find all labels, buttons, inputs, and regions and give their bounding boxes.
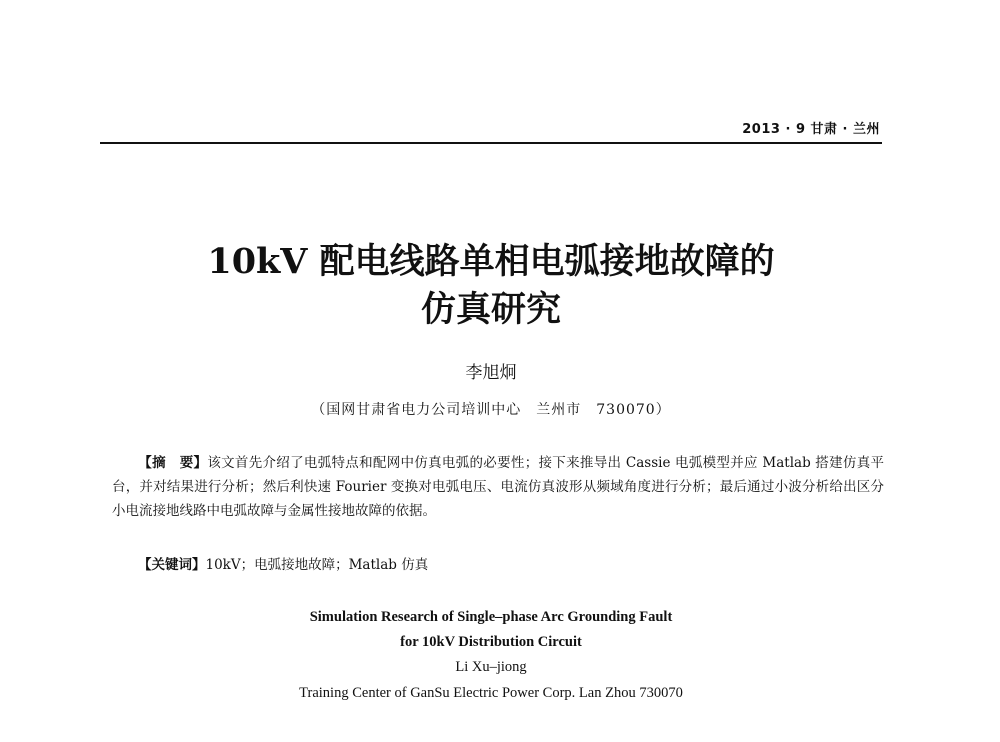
paper-title-line1: 10kV 配电线路单相电弧接地故障的 [207, 241, 775, 282]
author-name: 李旭炯 [465, 363, 517, 383]
english-title-line1: Simulation Research of Single–phase Arc Grounding Fault [309, 609, 673, 625]
english-title-line2: for 10kV Distribution Circuit [400, 634, 582, 650]
keywords-label: 【关键词】 [138, 557, 206, 573]
abstract-text: 该文首先介绍了电弧特点和配网中仿真电弧的必要性；接下来推导出 Cassie 电弧模型并应 Matlab 搭建仿真平台，并对结果进行分析；然后利快速 Fourier 变换对电弧电压、电流仿真波形从频域角度进行分析；最后通过小波分析给出区分小电流接地线路中电弧故障与金属性接地故障的依据。 [112, 455, 885, 519]
abstract [112, 451, 884, 523]
abstract-label: 【摘 要】 [138, 455, 208, 471]
paper-title-line2: 仿真研究 [420, 289, 561, 330]
keywords-text: 10kV；电弧接地故障；Matlab 仿真 [205, 557, 429, 573]
author-affiliation: （国网甘肃省电力公司培训中心 兰州市 730070） [311, 402, 671, 418]
issue-info: 2013 · 9 甘肃 · 兰州 [742, 122, 880, 137]
english-affiliation: Training Center of GanSu Electric Power Corp. Lan Zhou 730070 [299, 685, 683, 701]
journal-header [100, 118, 882, 144]
keywords [138, 554, 884, 576]
english-author: Li Xu–jiong [455, 659, 527, 675]
